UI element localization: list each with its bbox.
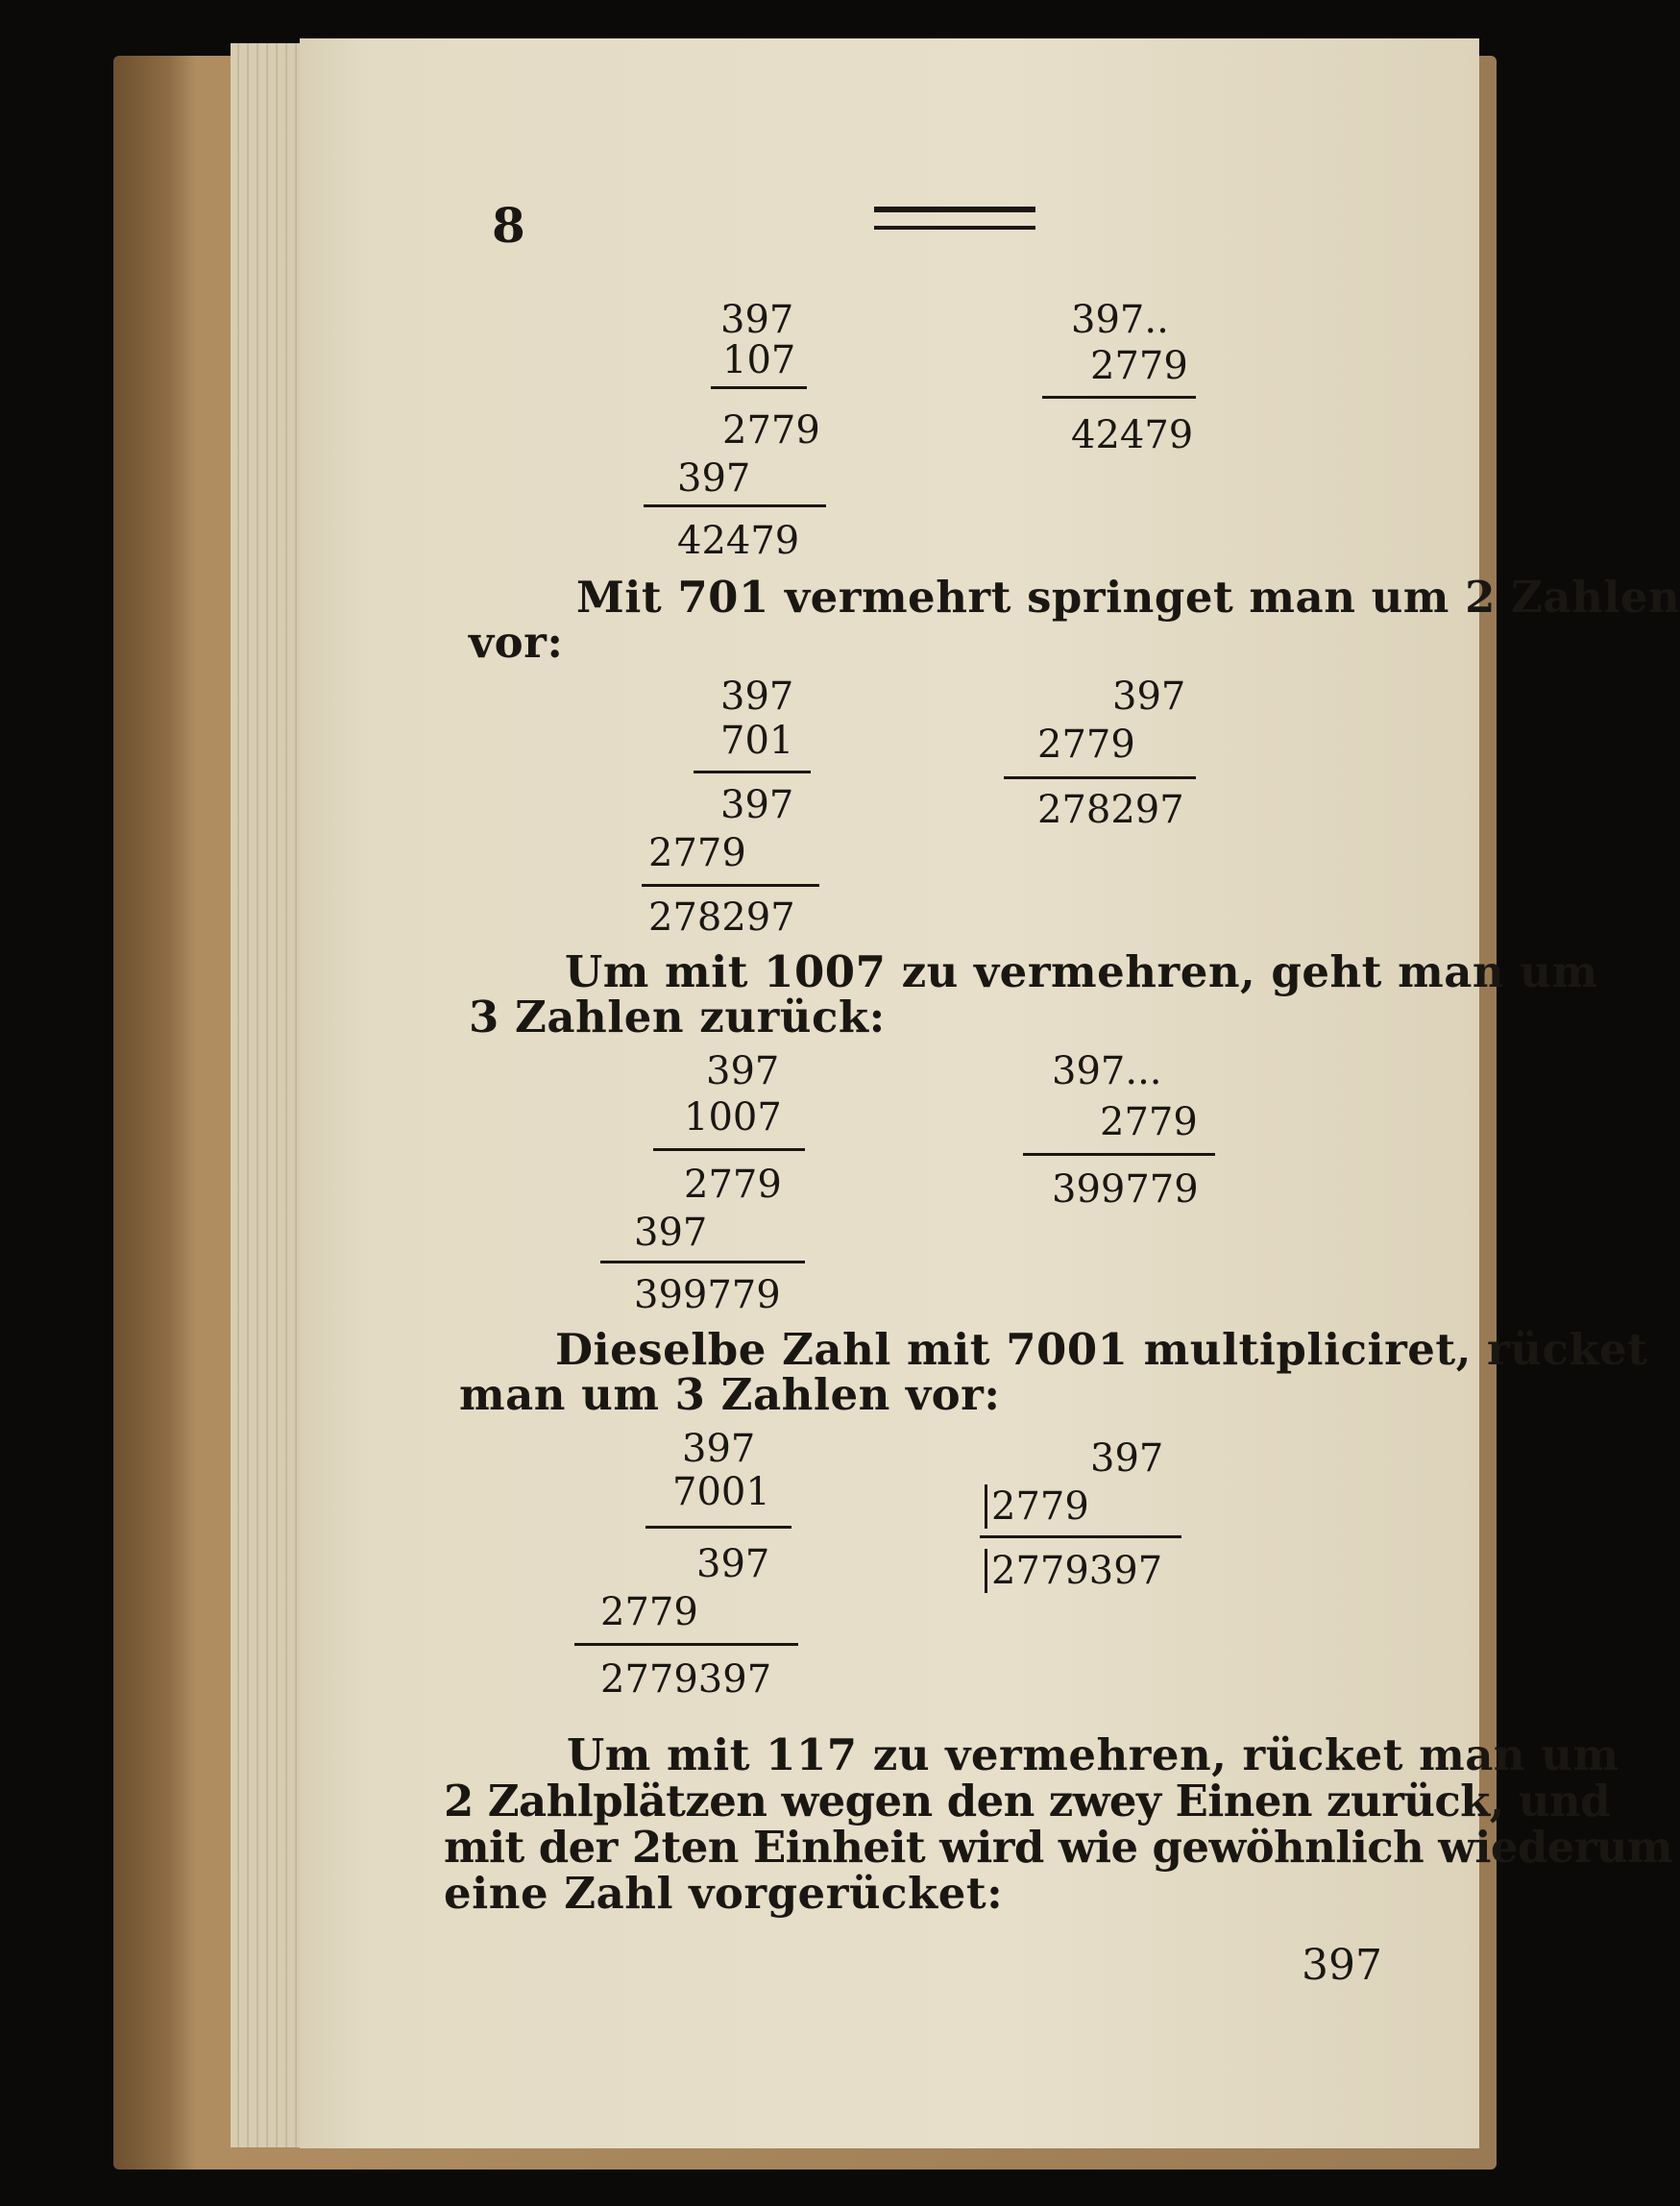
ex3-right-result: 399779 [1052, 1167, 1199, 1212]
paragraph-4-line-1: Um mit 117 zu vermehren, rücket man um [567, 1729, 1619, 1780]
ex3-right-rule [1023, 1153, 1215, 1156]
page-edges [231, 43, 305, 2147]
ex3-left-result: 399779 [634, 1273, 781, 1317]
paragraph-4-line-3: mit der 2ten Einheit wird wie gewöhnlich wiederum [444, 1822, 1673, 1873]
ex1-left-partial-1: 2779 [722, 408, 820, 453]
ex2-right-rule [1004, 776, 1196, 779]
ex2-left-partial-1: 397 [720, 783, 794, 827]
ex4-left-multiplicand: 397 [682, 1427, 756, 1471]
ex1-right-rule [1042, 396, 1196, 399]
paragraph-3-line-2: man um 3 Zahlen vor: [459, 1369, 1001, 1420]
ex4-right-rule [980, 1535, 1181, 1538]
ex1-left-rule-2 [644, 504, 826, 507]
ex1-right-result: 42479 [1071, 413, 1194, 457]
ex1-left-partial-2: 397 [677, 456, 751, 501]
header-rule-ornament [874, 207, 1035, 230]
ex2-left-result: 278297 [648, 895, 795, 940]
paragraph-2-line-2: 3 Zahlen zurück: [469, 992, 886, 1042]
ex2-right-result: 278297 [1037, 788, 1184, 832]
ex2-right-multiplicand: 397 [1112, 674, 1186, 719]
ex2-left-rule-2 [642, 884, 819, 887]
ex3-left-partial-1: 2779 [684, 1163, 782, 1207]
ex3-right-partial: 2779 [1100, 1100, 1198, 1144]
catchword: 397 [1302, 1941, 1382, 1990]
ex4-right-partial: 2779 [985, 1484, 1089, 1529]
ex3-left-rule-1 [653, 1148, 805, 1151]
ex2-left-partial-2: 2779 [648, 831, 746, 875]
ex4-right-multiplicand: 397 [1090, 1436, 1164, 1481]
ex1-right-partial: 2779 [1090, 344, 1188, 388]
ex3-left-multiplicand: 397 [706, 1049, 780, 1093]
ex4-left-partial-1: 397 [696, 1542, 770, 1586]
ex4-right-result: 2779397 [985, 1549, 1162, 1593]
ex3-left-rule-2 [600, 1261, 805, 1263]
ex1-left-rule-1 [711, 386, 807, 389]
paragraph-3-line-1: Dieselbe Zahl mit 7001 multipliciret, rücket [555, 1324, 1648, 1375]
paragraph-4-line-4: eine Zahl vorgerücket: [444, 1868, 1004, 1919]
ex4-left-rule-1 [645, 1526, 791, 1529]
paragraph-2-line-1: Um mit 1007 zu vermehren, geht man um [565, 946, 1598, 997]
ex3-left-partial-2: 397 [634, 1211, 708, 1255]
ex2-left-multiplicand: 397 [720, 674, 794, 719]
paragraph-1-line-2: vor: [469, 617, 564, 668]
ex3-right-multiplicand: 397... [1052, 1049, 1162, 1093]
ex2-right-partial: 2779 [1037, 723, 1135, 767]
ex2-left-rule-1 [694, 771, 811, 773]
paragraph-4-line-2: 2 Zahlplätzen wegen den zwey Einen zurück, und [444, 1776, 1610, 1826]
ex1-left-result: 42479 [677, 519, 800, 563]
ex3-left-multiplier: 1007 [684, 1095, 782, 1140]
ex4-left-rule-2 [574, 1643, 798, 1646]
ex4-left-multiplier: 7001 [672, 1470, 770, 1514]
ex1-left-multiplier: 107 [722, 338, 796, 382]
ex4-left-result: 2779397 [600, 1657, 772, 1702]
ex1-right-multiplicand: 397.. [1071, 298, 1169, 342]
page-number: 8 [492, 197, 525, 254]
ex2-left-multiplier: 701 [720, 719, 794, 763]
paragraph-1-line-1: Mit 701 vermehrt springet man um 2 Zahlen [576, 572, 1680, 623]
ex1-left-multiplicand: 397 [720, 298, 794, 342]
ex4-left-partial-2: 2779 [600, 1590, 698, 1634]
